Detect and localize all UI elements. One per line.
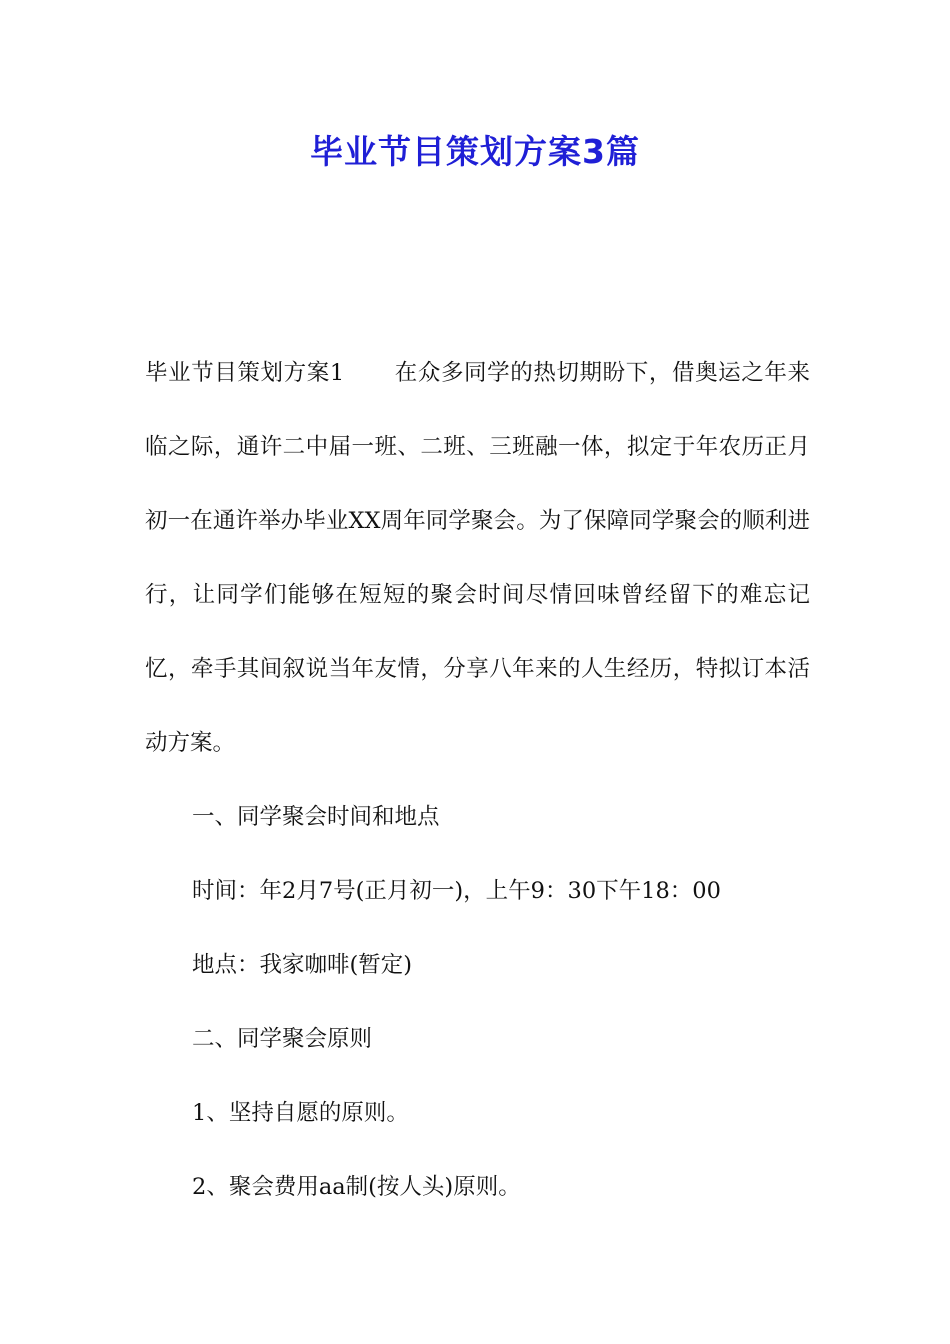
document-title: 毕业节目策划方案3篇 <box>310 132 640 171</box>
document-body <box>145 336 810 1224</box>
intro-paragraph <box>145 336 810 780</box>
section1-heading: 一、同学聚会时间和地点 <box>192 804 440 830</box>
intro-heading: 毕业节目策划方案1 <box>145 360 345 386</box>
section1-place: 地点：我家咖啡(暂定) <box>192 952 413 978</box>
section1-time: 时间：年2月7号(正月初一)，上午9：30下午18：00 <box>192 878 721 904</box>
section2-item1: 1、坚持自愿的原则。 <box>192 1100 409 1126</box>
section2-heading: 二、同学聚会原则 <box>192 1026 373 1052</box>
section2-item2: 2、聚会费用aa制(按人头)原则。 <box>192 1174 521 1200</box>
intro-text: 在众多同学的热切期盼下，借奥运之年来临之际，通许二中届一班、二班、三班融一体，拟定于年农历正月初一在通许举办毕业XX周年同学聚会。为了保障同学聚会的顺利进行，让同学们能够在短短的聚会时间尽情回味曾经留下的难忘记忆，牵手其间叙说当年友情，分享八年来的人生经历，特拟订本活动方案。 <box>145 360 810 756</box>
